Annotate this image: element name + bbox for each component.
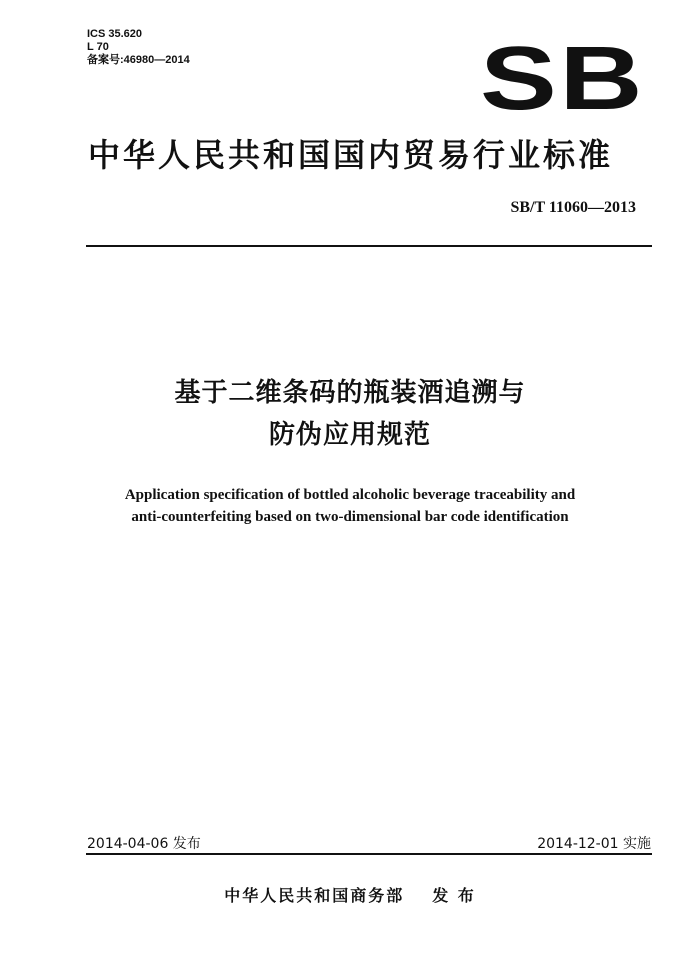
publisher-action: 发 布	[432, 886, 476, 905]
organization-title: 中华人民共和国国内贸易行业标准	[88, 136, 614, 174]
sb-logo: SB	[480, 29, 646, 129]
standard-code: SB/T 11060—2013	[510, 199, 636, 216]
title-cn-line-2: 防伪应用规范	[268, 420, 431, 450]
title-en-line-1: Application specification of bottled alcoholic beverage traceability and	[124, 487, 576, 503]
top-divider	[86, 245, 652, 247]
issue-date: 2014-04-06 发布	[87, 836, 201, 852]
bottom-divider	[86, 853, 652, 855]
document-title-chinese	[0, 372, 700, 456]
implementation-date: 2014-12-01 实施	[537, 836, 651, 852]
ics-code: ICS 35.620	[87, 28, 143, 40]
filing-number: 备案号:46980—2014	[87, 54, 190, 66]
publisher-line	[0, 883, 700, 906]
classification-code: L 70	[87, 41, 109, 53]
document-title-english	[0, 484, 700, 528]
publisher-name: 中华人民共和国商务部	[224, 886, 405, 905]
title-cn-line-1: 基于二维条码的瓶装酒追溯与	[174, 378, 526, 408]
title-en-line-2: anti-counterfeiting based on two-dimensional bar code identification	[131, 509, 569, 525]
document-metadata	[87, 28, 190, 67]
